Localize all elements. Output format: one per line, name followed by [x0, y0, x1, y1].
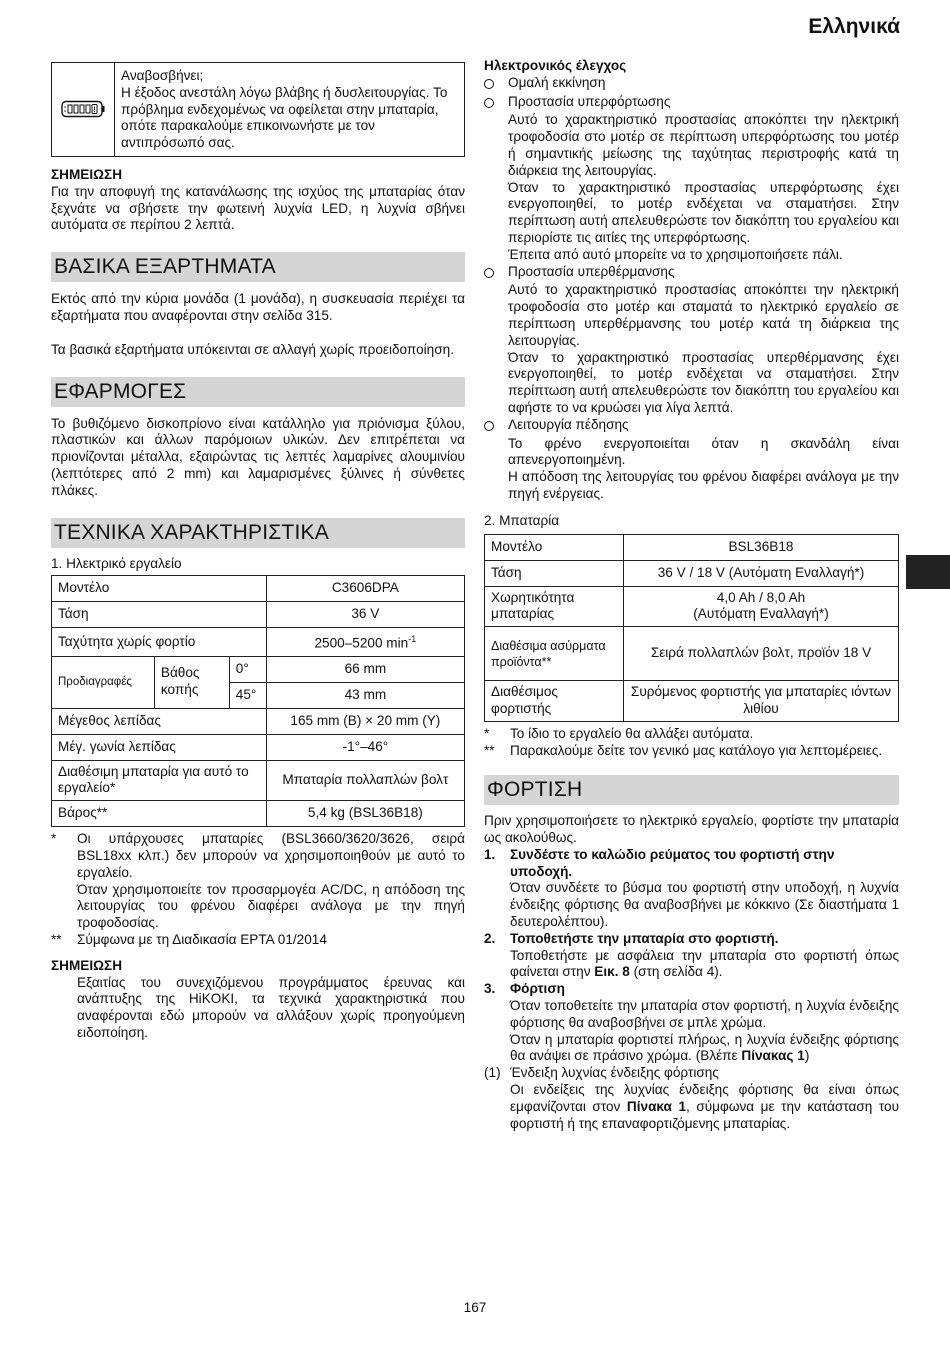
circle-bullet-icon [484, 79, 494, 89]
footnote-text: Το ίδιο το εργαλείο θα αλλάξει αυτόματα. [510, 725, 754, 741]
spec-value: Συρόμενος φορτιστής για μπαταρίες ιόντων λιθίου [624, 681, 899, 722]
spec-value: C3606DPA [266, 576, 464, 602]
spec-label: Τάση [52, 602, 267, 628]
tool-subheading: 1. Ηλεκτρικό εργαλείο [51, 555, 182, 571]
tool-spec-table [51, 575, 465, 827]
indicator-cell [52, 63, 115, 156]
section-heading-standard-accessories: ΒΑΣΙΚΑ ΕΞΑΡΤΗΜΑΤΑ [51, 252, 465, 282]
spec-value: 66 mm [266, 656, 464, 682]
footnote-text: Παρακαλούμε δείτε τον γενικό μας κατάλογο για λεπτομέρειες. [510, 742, 883, 758]
spec-label: Διαθέσιμα ασύρματα προϊόντα** [485, 627, 624, 681]
note-title: ΣΗΜΕΙΩΣΗ [51, 166, 123, 182]
spec-label: Βάθος κοπής [154, 656, 229, 708]
list-item: Ομαλή εκκίνηση [484, 75, 899, 94]
spec-value: 165 mm (B) × 20 mm (Y) [266, 708, 464, 734]
spec-value: 4,0 Ah / 8,0 Ah (Αυτόματη Εναλλαγή*) [624, 586, 899, 627]
section-tab-marker [906, 555, 950, 589]
spec-value: 2500–5200 $\min^{-1}$ [266, 628, 464, 656]
spec-value: 36 V / 18 V (Αυτόματη Εναλλαγή*) [624, 560, 899, 586]
spec-label: Διαθέσιμος φορτιστής [485, 681, 624, 722]
list-item-body: Το φρένο ενεργοποιείται όταν η σκανδάλη είναι απενεργοποιημένη. Η απόδοση της λειτουργίας του φρένου διαφέρει ανάλογα με την πηγή ενέργειας. [508, 435, 899, 501]
list-item: Λειτουργία πέδησης [484, 417, 899, 436]
spec-label: Βάρος** [52, 801, 267, 827]
charging-step: 3. Φόρτιση Όταν τοποθετείτε την μπαταρία στον φορτιστή, η λυχνία ένδειξης φόρτισης θα αναβοσβήνει σε μπλε χρώμα. Όταν η μπαταρία φορτιστεί πλήρως, η λυχνία ένδειξης φόρτισης θα ανάψει σε πράσινο χρώμα. (Βλέπε Πίνακας 1) [484, 981, 899, 1064]
footnote-text: Σύμφωνα με τη Διαδικασία EPTA 01/2014 [77, 932, 327, 948]
circle-bullet-icon [484, 98, 494, 108]
spec-label: Διαθέσιμη μπαταρία για αυτό το εργαλείο* [52, 760, 267, 801]
circle-bullet-icon [484, 421, 494, 431]
indicator-description: Αναβοσβήνει; Η έξοδος ανεστάλη λόγω βλάβης ή δυσλειτουργίας. Το πρόβλημα ενδεχομένως να οφείλεται στην μπαταρία, οπότε παρακαλούμε επικοινωνήστε με τον αντιπρόσωπό σας. [121, 68, 448, 151]
footnote-text: Οι υπάρχουσες μπαταρίες (BSL3660/3620/3626, σειρά BSL18xx κλπ.) δεν μπορούν να χρησιμοποιηθούν με αυτό το εργαλείο. [77, 831, 465, 880]
language-label: Ελληνικά [808, 15, 900, 38]
spec-label: Τάση [485, 560, 624, 586]
spec-value: 5,4 kg (BSL36B18) [266, 801, 464, 827]
footnote: * Το ίδιο το εργαλείο θα αλλάξει αυτόματα. [484, 726, 899, 743]
note-text: Εξαιτίας του συνεχιζόμενου προγράμματος έρευνας και ανάπτυξης της HiKOKI, τα τεχνικά χαρακτηριστικά που αναφέρονται εδώ μπορούν να αλλάξουν χωρίς προηγούμενη ειδοποίηση. [77, 974, 465, 1041]
list-item: Προστασία υπερθέρμανσης [484, 264, 899, 283]
accessories-note: Τα βασικά εξαρτήματα υπόκεινται σε αλλαγή χωρίς προειδοποίηση. [51, 341, 454, 357]
spec-label: Μέγεθος λεπίδας [52, 708, 267, 734]
note-title: ΣΗΜΕΙΩΣΗ [51, 957, 123, 973]
charging-step: 1. Συνδέστε το καλώδιο ρεύματος του φορτιστή στην υποδοχή. Όταν συνδέετε το βύσμα του φορτιστή στην υποδοχή, η λυχνία ένδειξης φόρτισης θα αναβοσβήνει με κόκκινο (Σε διαστήματα 1 δευτερολέπτου). [484, 846, 899, 930]
spec-value: BSL36B18 [624, 534, 899, 560]
battery-spec-table [484, 534, 899, 722]
indicator-table [51, 62, 465, 157]
section-heading-applications: ΕΦΑΡΜΟΓΕΣ [51, 377, 465, 407]
spec-label: Μοντέλο [52, 576, 267, 602]
circle-bullet-icon [484, 268, 494, 278]
footnote: ** Παρακαλούμε δείτε τον γενικό μας κατάλογο για λεπτομέρειες. [484, 743, 899, 760]
spec-value: 43 mm [266, 682, 464, 708]
list-item-body: Αυτό το χαρακτηριστικό προστασίας αποκόπτει την ηλεκτρική τροφοδοσία στο μοτέρ και σταματά το ηλεκτρικό εργαλείο σε περίπτωση υπερθέρμανσης του μοτέρ κατά τη διάρκεια της λειτουργίας. Όταν το χαρακτηριστικό προστασίας υπερθέρμανσης έχει ενεργοποιηθεί, το μοτέρ ενδέχεται να σταματήσει. Στην περίπτωση αυτή απελευθερώστε τον διακόπτη του εργαλείου και αφήστε το να κρυώσει για λίγα λεπτά. [508, 282, 899, 415]
spec-label: 0° [229, 656, 266, 682]
right-column [484, 58, 899, 1132]
charging-intro: Πριν χρησιμοποιήσετε το ηλεκτρικό εργαλείο, φορτίστε την μπαταρία ως ακολούθως. [484, 813, 899, 846]
spec-label: 45° [229, 682, 266, 708]
battery-subheading: 2. Μπαταρία [484, 512, 560, 528]
spec-label: Ταχύτητα χωρίς φορτίο [52, 628, 267, 656]
left-column [51, 62, 465, 1042]
battery-indicator-icon [61, 100, 105, 118]
charging-subitem: (1) Ένδειξη λυχνίας ένδειξης φόρτισης Οι ενδείξεις της λυχνίας ένδειξης φόρτισης θα είναι όπως εμφανίζονται στον Πίνακα 1, σύμφωνα με την κατάσταση του φορτιστή ή της επαναφορτιζόμενης μπαταρίας. [484, 1065, 900, 1131]
spec-value: -1°–46° [266, 734, 464, 760]
page-number: 167 [463, 1300, 487, 1315]
section-heading-specifications: ΤΕΧΝΙΚΑ ΧΑΡΑΚΤΗΡΙΣΤΙΚΑ [51, 518, 465, 548]
spec-value: 36 V [266, 602, 464, 628]
spec-label: Μοντέλο [485, 534, 624, 560]
applications-text: Το βυθιζόμενο δισκοπρίονο είναι κατάλληλο για πριόνισμα ξύλου, πλαστικών και άλλων παρόμοιων υλικών. Δεν επιτρέπεται να πριονίζονται μέταλλα, εξαιρώντας τις λεπτές λαμαρίνες αλουμινίου (λεπτότερες από 2 mm) και λαμαρισμένες ξύλινες ή σύνθετες πλάκες. [51, 415, 465, 498]
spec-label: Προδιαγραφές [52, 656, 155, 708]
spec-value: Σειρά πολλαπλών βολτ, προϊόν 18 V [624, 627, 899, 681]
subheading-electronic-control: Ηλεκτρονικός έλεγχος [484, 58, 627, 73]
accessories-text: Εκτός από την κύρια μονάδα (1 μονάδα), η συσκευασία περιέχει τα εξαρτήματα που αναφέρονται στην σελίδα 315. [51, 291, 465, 323]
charging-step: 2. Τοποθετήστε την μπαταρία στο φορτιστή. Τοποθετήστε με ασφάλεια την μπαταρία στο φορτιστή όπως φαίνεται στην Εικ. 8 (στη σελίδα 4). [484, 930, 899, 980]
list-item-body: Αυτό το χαρακτηριστικό προστασίας αποκόπτει την ηλεκτρική τροφοδοσία στο μοτέρ σε περίπτωση υπερφόρτωσης του μοτέρ ή σημαντικής μείωσης της ταχύτητας περιστροφής κατά τη διάρκεια της λειτουργίας. Όταν το χαρακτηριστικό προστασίας υπερφόρτωσης έχει ενεργοποιηθεί, το μοτέρ ενδέχεται να σταματήσει. Στην περίπτωση αυτή απελευθερώστε τον διακόπτη του εργαλείου και περιορίστε τις αιτίες της υπερφόρτωσης. Έπειτα από αυτό μπορείτε να το χρησιμοποιήσετε πάλι. [508, 112, 899, 262]
spec-label: Χωρητικότητα μπαταρίας [485, 586, 624, 627]
list-item: Προστασία υπερφόρτωσης [484, 94, 899, 113]
spec-value: Μπαταρία πολλαπλών βολτ [266, 760, 464, 801]
note-text: Για την αποφυγή της κατανάλωσης της ισχύος της μπαταρίας όταν ξεχνάτε να σβήσετε την φωτεινή λυχνία LED, η λυχνία σβήνει αυτόματα σε περίπου 2 λεπτά. [51, 183, 465, 233]
footnote-text: Όταν χρησιμοποιείτε τον προσαρμογέα AC/DC, η απόδοση της λειτουργίας του φρένου διαφέρει ανάλογα με την πηγή τροφοδοσίας. [77, 881, 465, 931]
spec-label: Μέγ. γωνία λεπίδας [52, 734, 267, 760]
footnote: ** Σύμφωνα με τη Διαδικασία EPTA 01/2014 [51, 932, 465, 949]
section-heading-charging: ΦΟΡΤΙΣΗ [484, 775, 899, 805]
footnote: * Οι υπάρχουσες μπαταρίες (BSL3660/3620/3626, σειρά BSL18xx κλπ.) δεν μπορούν να χρησιμοποιηθούν με αυτό το εργαλείο. Όταν χρησιμοποιείτε τον προσαρμογέα AC/DC, η απόδοση της λειτουργίας του φρένου διαφέρει ανάλογα με την πηγή τροφοδοσίας. [51, 831, 465, 931]
